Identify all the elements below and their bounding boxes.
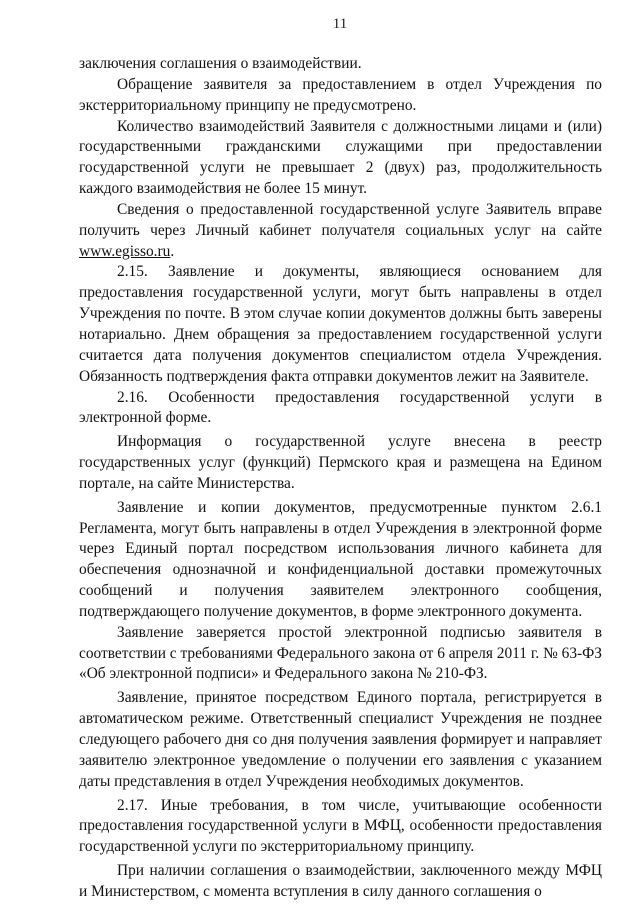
paragraph-5: 2.15. Заявление и документы, являющиеся основанием для предоставления государственной услуги, могут быть направлены в отдел Учреждения по почте. В этом случае копии документов должны быть заверены нотариально. Днем обращения за предоставлением государственной услуги считается дата получения документов специалистом отдела Учреждения. Обязанность подтверждения факта отправки документов лежит на Заявителе.	[79, 263, 602, 385]
paragraph-6: 2.16. Особенности предоставления государственной услуги в электронной форме.	[79, 388, 602, 427]
egisso-link[interactable]: www.egisso.ru	[79, 242, 171, 260]
paragraph-10: Заявление, принятое посредством Единого портала, регистрируется в автоматическом режиме. Ответственный специалист Учреждения не позднее следующего рабочего дня со дня получения заявления формирует и направляет заявителю электронное уведомление о получении его заявления с указанием даты представления в отдел Учреждения необходимых документов.	[79, 689, 602, 790]
paragraph-12: При наличии соглашения о взаимодействии, заключенного между МФЦ и Министерством, с момента вступления в силу данного соглашения о	[79, 862, 602, 900]
paragraph-7: Информация о государственной услуге внесена в реестр государственных услуг (функций) Пермского края и размещена на Едином портале, на сайте Министерства.	[79, 433, 602, 492]
document-body	[79, 54, 602, 903]
paragraph-1: заключения соглашения о взаимодействии.	[79, 55, 362, 72]
paragraph-4	[79, 200, 602, 263]
paragraph-4-tail: .	[170, 242, 175, 260]
paragraph-8: Заявление и копии документов, предусмотренные пунктом 2.6.1 Регламента, могут быть направлены в отдел Учреждения в электронной форме через Единый портал посредством использования личного кабинета для обеспечения однозначной и конфиденциальной доставки промежуточных сообщений и получения заявителем электронного сообщения, подтверждающего получение документов, в форме электронного документа.	[79, 498, 602, 620]
paragraph-2: Обращение заявителя за предоставлением в отдел Учреждения по экстерриториальному принципу не предусмотрено.	[79, 75, 602, 114]
paragraph-4-text: Сведения о предоставленной государственной услуге Заявитель вправе получить через Личный кабинет получателя социальных услуг на сайте	[79, 200, 602, 239]
paragraph-11: 2.17. Иные требования, в том числе, учитывающие особенности предоставления государственной услуги в МФЦ, особенности предоставления государственной услуги по экстерриториальному принципу.	[79, 796, 602, 856]
page-number: 11	[332, 16, 348, 32]
paragraph-3: Количество взаимодействий Заявителя с должностными лицами и (или) государственными гражданскими служащими при предоставлении государственной услуги не превышает 2 (двух) раз, продолжительность каждого взаимодействия не более 15 минут.	[79, 117, 602, 198]
paragraph-9: Заявление заверяется простой электронной подписью заявителя в соответствии с требованиями Федерального закона от 6 апреля 2011 г. № 63-ФЗ «Об электронной подписи» и Федерального закона № 210-ФЗ.	[79, 623, 603, 683]
